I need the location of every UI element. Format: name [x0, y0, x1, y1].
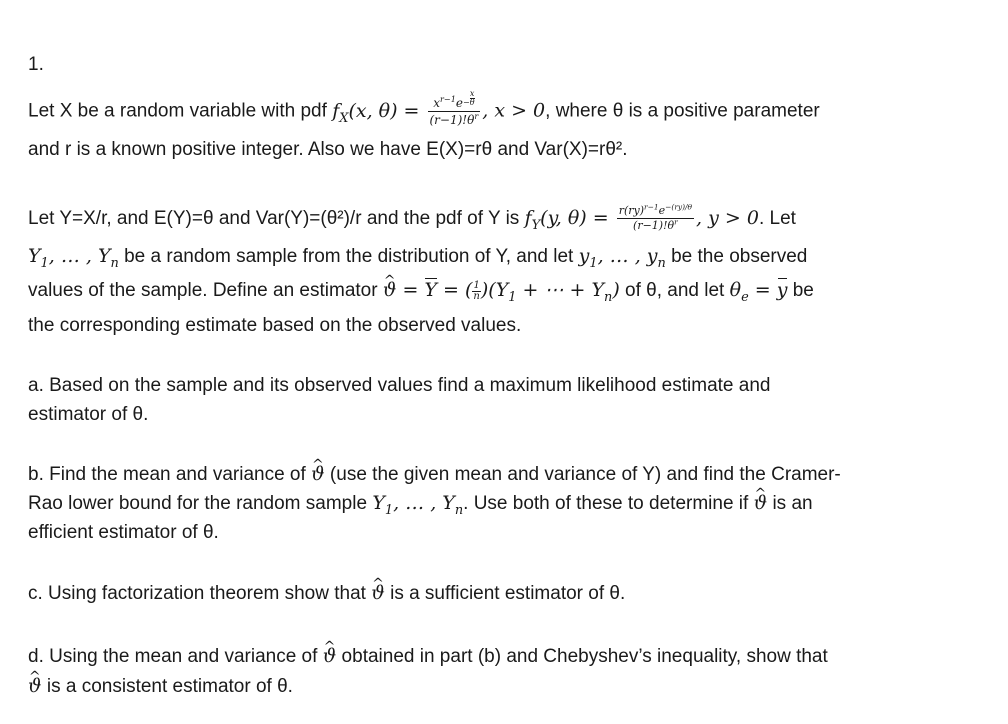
part-a-line-2: estimator of θ. — [28, 404, 149, 425]
setup-line-4: the corresponding estimate based on the observed values. — [28, 315, 522, 336]
support-y: , y > 0 — [696, 207, 759, 229]
observed-values-y: $y_1$, … , $y_n$ — [578, 245, 666, 271]
estimator-symbol: ^ ϑ — [28, 673, 42, 699]
part-b-line-1 — [28, 461, 841, 488]
part-d-line-1-post: obtained in part (b) and Chebyshev’s inequality, show that — [336, 646, 828, 667]
part-b-line-2-post: is an — [767, 493, 813, 514]
intro-line-2: and r is a known positive integer. Also we have E(X)=rθ and Var(X)=rθ². — [28, 139, 628, 160]
support-x: , x > 0 — [482, 99, 546, 122]
setup-line-1 — [28, 202, 796, 233]
part-d-line-2-post: is a consistent estimator of θ. — [41, 676, 293, 697]
part-b-line-2-mid: . Use both of these to determine if — [463, 493, 754, 514]
setup-line-2 — [28, 243, 807, 270]
problem-page — [28, 0, 973, 724]
part-d-line-2 — [28, 673, 293, 700]
part-d-line-1-pre: d. Using the mean and variance of — [28, 646, 323, 667]
estimate-definition: $\theta_e = y$ — [729, 279, 788, 305]
part-c-line — [28, 580, 625, 607]
estimator-definition: ^ ϑ = Y = ( $\frac{1}{n}$ )($Y_1$ + ⋯ + $Y_n$) — [383, 279, 620, 301]
setup-line-3-mid: of θ, and let — [619, 280, 730, 301]
part-b-line-2 — [28, 490, 813, 517]
part-a-line-1: a. Based on the sample and its observed values find a maximum likelihood estimate and — [28, 375, 771, 396]
part-b-line-1-post: (use the given mean and variance of Y) and find the Cramer- — [324, 464, 841, 485]
random-sample-Y-b: $Y_1$, … , $Y_n$ — [372, 492, 464, 518]
intro-line-1-text: Let X be a random variable with pdf — [28, 100, 333, 122]
part-d-line-1 — [28, 643, 828, 670]
intro-line-1 — [28, 89, 820, 127]
setup-line-3-text: values of the sample. Define an estimator — [28, 280, 383, 301]
setup-line-3 — [28, 277, 814, 304]
part-c-pre: c. Using factorization theorem show that — [28, 583, 372, 604]
intro-line-1-tail: , where θ is a positive parameter — [545, 100, 820, 122]
random-sample-Y: $Y_1$, … , $Y_n$ — [28, 245, 119, 271]
part-b-line-2-pre: Rao lower bound for the random sample — [28, 493, 373, 514]
part-b-line-3: efficient estimator of θ. — [28, 522, 219, 543]
part-b-line-1-pre: b. Find the mean and variance of — [28, 464, 312, 485]
pdf-fx-formula: $f_X(x$, θ) = — [332, 99, 426, 126]
setup-line-1-text: Let Y=X/r, and E(Y)=θ and Var(Y)=(θ²)/r and the pdf of Y is — [28, 208, 525, 229]
pdf-fx-fraction: $x^{r-1}e-$ $\frac{x}{\theta}$ $(r-1)!\theta^r$ — [429, 89, 479, 127]
estimator-symbol: ^ ϑ — [371, 580, 385, 606]
estimator-symbol: ^ ϑ — [754, 490, 768, 516]
setup-line-2-text: be a random sample from the distribution of Y, and let — [118, 246, 579, 267]
pdf-fy-formula: $f_Y(y$, θ) = — [524, 207, 615, 233]
setup-line-2-tail: be the observed — [665, 246, 808, 267]
pdf-fy-fraction: $\frac{r(ry)^{r-1}e^{-(ry)/\theta}}{(r-1)!\theta^r}$ — [618, 202, 693, 233]
estimator-symbol: ^ ϑ — [311, 461, 325, 487]
problem-number: 1. — [28, 54, 44, 75]
estimator-symbol: ^ ϑ — [323, 643, 337, 669]
part-c-post: is a sufficient estimator of θ. — [384, 583, 626, 604]
setup-line-3-tail: be — [787, 280, 814, 301]
setup-line-1-tail: . Let — [758, 208, 796, 229]
